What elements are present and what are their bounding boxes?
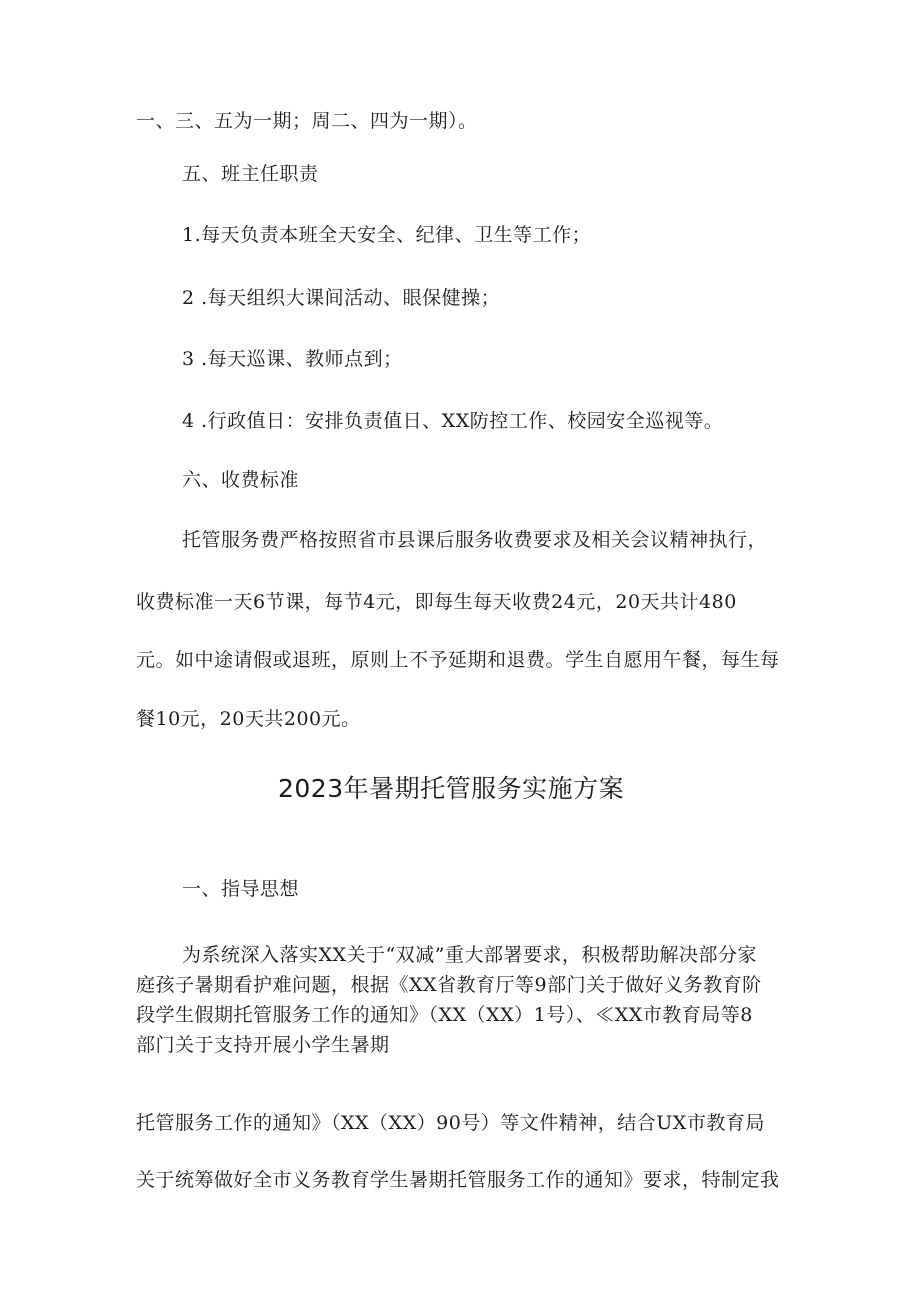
list-item: 1.每天负责本班全天安全、纪律、卫生等工作；: [182, 224, 592, 246]
document-title: 2023年暑期托管服务实施方案: [278, 774, 625, 803]
section-heading-6: 六、收费标准: [182, 469, 300, 491]
paragraph-line: 餐10元，20天共200元。: [136, 708, 361, 730]
list-item: 2 .每天组织大课间活动、眼保健操；: [182, 287, 501, 309]
paragraph-line: 收费标准一天6节课，每节4元，即每生每天收费24元，20天共计480: [136, 591, 737, 613]
paragraph-line: 庭孩子暑期看护难问题，根据《XX省教育厅等9部门关于做好义务教育阶: [136, 974, 762, 996]
paragraph-line: 关于统筹做好全市义务教育学生暑期托管服务工作的通知》要求，特制定我: [136, 1169, 780, 1191]
paragraph-line: 一、三、五为一期；周二、四为一期）。: [136, 110, 478, 132]
paragraph-line: 部门关于支持开展小学生暑期: [136, 1034, 390, 1056]
paragraph-line: 托管服务费严格按照省市县课后服务收费要求及相关会议精神执行，: [182, 529, 768, 551]
paragraph-line: 为系统深入落实XX关于“双减”重大部署要求，积极帮助解决部分家: [182, 944, 757, 966]
section-heading-5: 五、班主任职责: [182, 163, 319, 185]
list-item: 4 .行政值日：安排负责值日、XX防控工作、校园安全巡视等。: [182, 410, 724, 432]
list-item: 3 .每天巡课、教师点到；: [182, 348, 403, 370]
section-heading-1: 一、指导思想: [182, 878, 300, 900]
paragraph-line: 段学生假期托管服务工作的通知》（XX（XX）1号）、≪XX市教育局等8: [136, 1004, 753, 1026]
paragraph-line: 托管服务工作的通知》（XX（XX）90号）等文件精神，结合UX市教育局: [136, 1112, 765, 1134]
paragraph-line: 元。如中途请假或退班，原则上不予延期和退费。学生自愿用午餐，每生每: [136, 649, 780, 671]
